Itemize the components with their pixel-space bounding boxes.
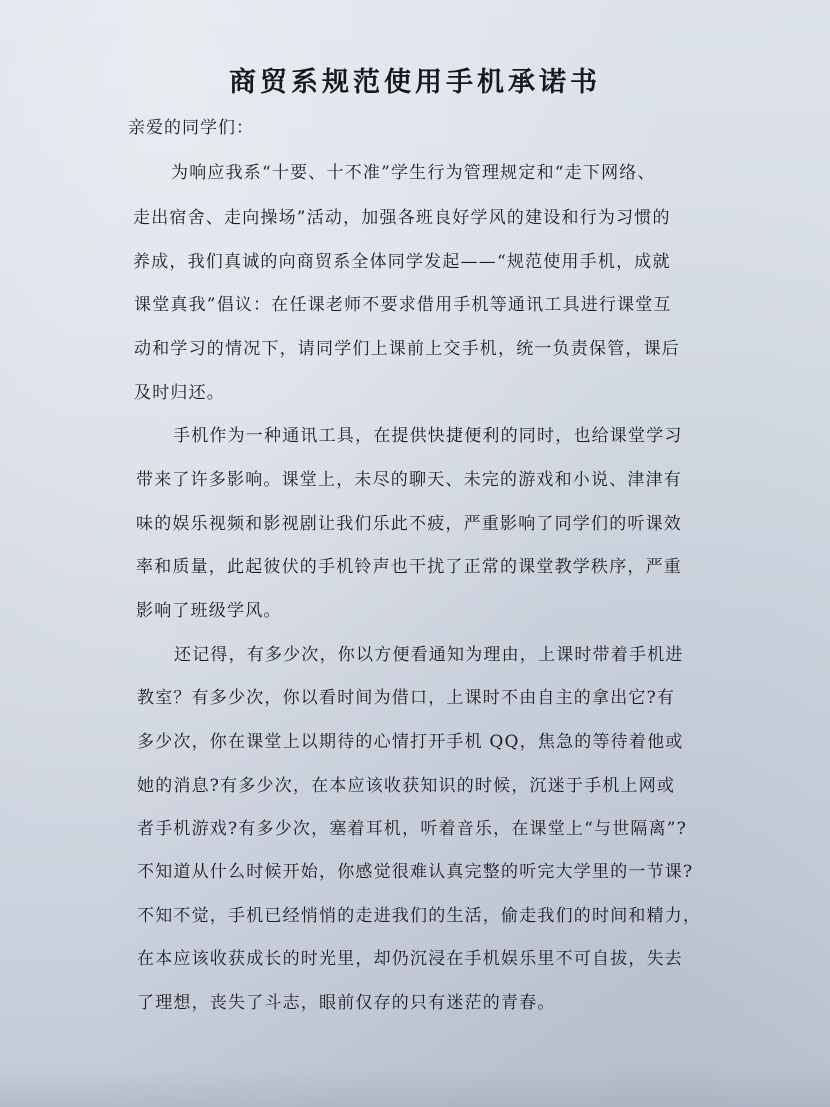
paragraph-1-line-1: 为响应我系“十要、十不准”学生行为管理规定和“走下网络、 [171,163,656,183]
paragraph-1-line-6: 及时归还。 [134,383,225,403]
paragraph-3-line-3: 多少次，你在课堂上以期待的心情打开手机 QQ，焦急的等待着他或 [137,732,684,752]
paragraph-3-line-9: 了理想，丧失了斗志，眼前仅存的只有迷茫的青春。 [137,993,556,1013]
paragraph-3-line-6: 不知道从什么时候开始，你感觉很难认真完整的听完大学里的一节课? [137,862,694,882]
paragraph-3-line-1: 还记得，有多少次，你以方便看通知为理由，上课时带着手机进 [174,645,684,665]
paragraph-3-line-4: 她的消息?有多少次，在本应该收获知识的时候，沉迷于手机上网或 [137,776,676,796]
paragraph-3-line-2: 教室？有多少次，你以看时间为借口，上课时不由自主的拿出它?有 [137,688,676,708]
paragraph-2-line-5: 影响了班级学风。 [136,601,282,621]
document-title: 商贸系规范使用手机承诺书 [229,67,601,98]
paragraph-3-line-8: 在本应该收获成长的时光里，却仍沉浸在手机娱乐里不可自拔，失去 [137,949,683,969]
paragraph-1-line-3: 养成，我们真诚的向商贸系全体同学发起——“规范使用手机，成就 [133,252,671,272]
paragraph-3-line-7: 不知不觉，手机已经悄悄的走进我们的生活，偷走我们的时间和精力， [137,906,702,926]
page-shadow [0,1067,830,1107]
paragraph-2-line-2: 带来了许多影响。课堂上，未尽的聊天、未完的游戏和小说、津津有 [136,470,682,490]
salutation: 亲爱的同学们： [128,118,254,138]
paragraph-2-line-1: 手机作为一种通讯工具，在提供快捷便利的同时，也给课堂学习 [173,426,683,446]
paragraph-2-line-3: 味的娱乐视频和影视剧让我们乐此不疲，严重影响了同学们的听课效 [136,514,682,534]
paragraph-1-line-4: 课堂真我”倡议：在任课老师不要求借用手机等通讯工具进行课堂互 [134,295,672,315]
paragraph-1-line-5: 动和学习的情况下，请同学们上课前上交手机，统一负责保管，课后 [134,339,680,359]
paragraph-2-line-4: 率和质量，此起彼伏的手机铃声也干扰了正常的课堂教学秩序，严重 [136,557,682,577]
paragraph-3-line-5: 者手机游戏?有多少次，塞着耳机，听着音乐，在课堂上“与世隔离”? [137,819,688,839]
paragraph-1-line-2: 走出宿舍、走向操场”活动，加强各班良好学风的建设和行为习惯的 [133,208,671,228]
